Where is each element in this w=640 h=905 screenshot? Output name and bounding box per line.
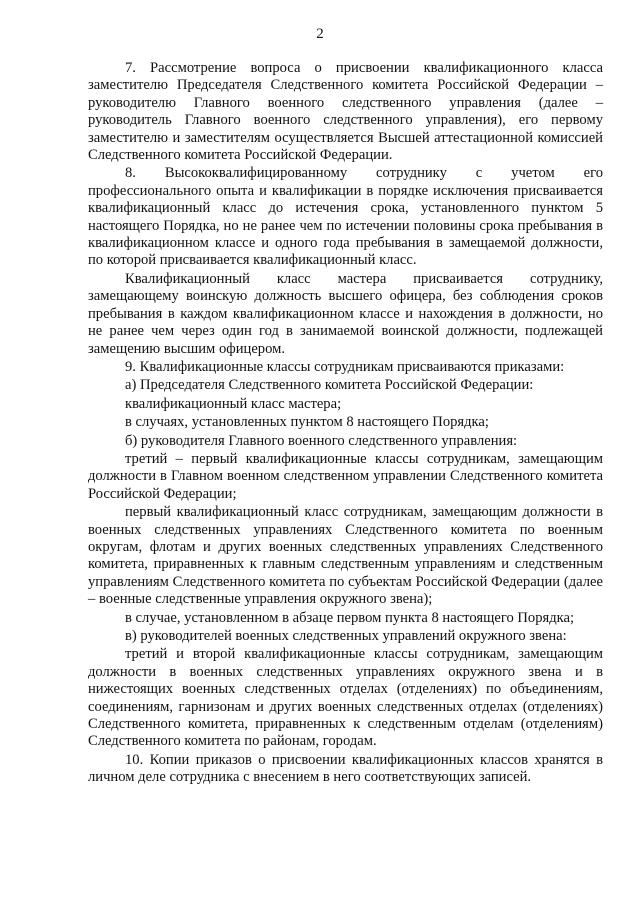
paragraph-9: 9. Квалификационные классы сотрудникам присваиваются приказами: (125, 358, 565, 375)
paragraph-9v-item-1: третий и второй квалификационные классы сотрудникам, замещающим должности в военных следственных управлениях окружного звена и в нижестоящих военных следственных отделах (отделениях) по объединениям, соединениям, гарнизонам и других военных следственных отделах (отделениях) Следственного комитета, приравненных к следственным отделам (отделениям) Следственного комитета по районам, городам. (88, 646, 603, 750)
paragraph-8-master-class: Квалификационный класс мастера присваивается сотруднику, замещающему воинскую должность высшего офицера, без соблюдения сроков пребывания в каждом квалификационном классе и нахождения в должности, но не ранее чем через один год в занимаемой воинской должности, подлежащей замещению высшим офицером. (88, 270, 603, 357)
paragraph-7: 7. Рассмотрение вопроса о присвоении квалификационного класса заместителю Председателя Следственного комитета Российской Федерации – руководителю Главного военного следственного управления (далее – руководитель Главного военного следственного управления), его первому заместителю и заместителям осуществляется Высшей аттестационной комиссией Следственного комитета Российской Федерации. (88, 60, 603, 164)
paragraph-9b: б) руководителя Главного военного следственного управления: (125, 432, 518, 449)
document-body (88, 60, 603, 787)
paragraph-9b-item-1: третий – первый квалификационные классы сотрудникам, замещающим должности в Главном военном следственном управлении Следственного комитета Российской Федерации; (88, 450, 603, 502)
paragraph-10: 10. Копии приказов о присвоении квалификационных классов хранятся в личном деле сотрудника с внесением в него соответствующих записей. (88, 751, 603, 786)
paragraph-9b-item-3: в случае, установленном в абзаце первом пункта 8 настоящего Порядка; (125, 609, 575, 626)
page-number: 2 (316, 26, 324, 42)
paragraph-9a-item-2: в случаях, установленных пунктом 8 настоящего Порядка; (125, 414, 489, 431)
paragraph-8: 8. Высококвалифицированному сотруднику с учетом его профессионального опыта и квалификации в порядке исключения присваивается квалификационный класс до истечения срока, установленного пунктом 5 настоящего Порядка, но не ранее чем по истечении половины срока пребывания в квалификационном классе и одного года пребывания в замещаемой должности, по которой присваивается квалификационный класс. (88, 165, 603, 269)
paragraph-9a: а) Председателя Следственного комитета Российской Федерации: (125, 377, 534, 394)
paragraph-9v: в) руководителей военных следственных управлений окружного звена: (125, 628, 567, 644)
paragraph-9a-item-1: квалификационный класс мастера; (125, 395, 342, 412)
paragraph-9b-item-2: первый квалификационный класс сотрудникам, замещающим должности в военных следственных управлениях Следственного комитета по военным округам, флотам и других военных следственных управлениях Следственного комитета, приравненных к главным следственным управлениям и следственным управлениям Следственного комитета по субъектам Российской Федерации (далее – военные следственные управления окружного звена); (88, 504, 603, 608)
